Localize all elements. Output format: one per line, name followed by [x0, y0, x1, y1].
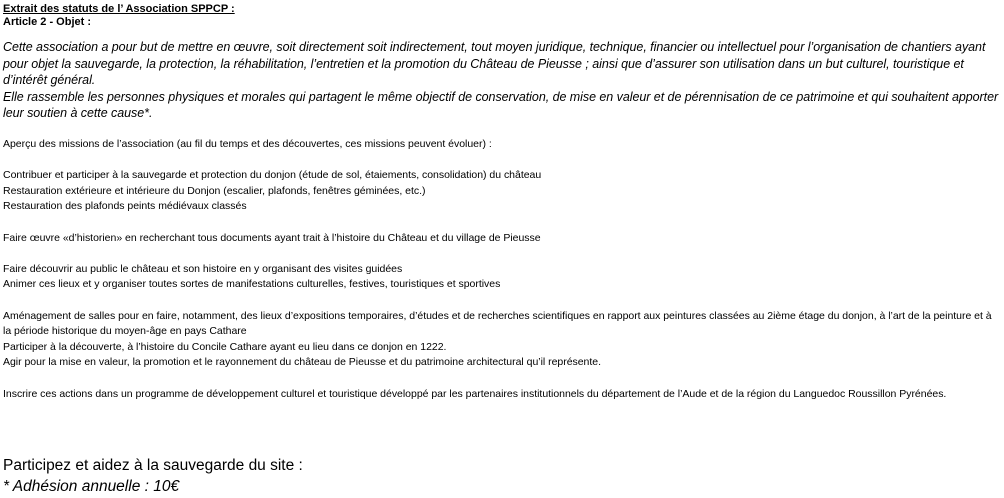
spacer [3, 293, 999, 309]
spacer [3, 215, 999, 231]
spacer [3, 371, 999, 387]
mission-line: Agir pour la mise en valeur, la promotion et le rayonnement du château de Pieusse et du patrimoine architectural qu’il représente. [3, 356, 601, 369]
document-page [3, 3, 999, 402]
spacer [3, 246, 999, 262]
mission-line: Faire découvrir au public le château et son histoire en y organisant des visites guidées [3, 262, 403, 275]
document-title: Extrait des statuts de l’ Association SPPCP : [3, 3, 235, 15]
missions-intro: Aperçu des missions de l’association (au fil du temps et des découvertes, ces missions peuvent évoluer) : [3, 138, 492, 151]
mission-line: Restauration extérieure et intérieure du Donjon (escalier, plafonds, fenêtres géminées, etc.) [3, 184, 426, 197]
mission-line: Aménagement de salles pour en faire, notamment, des lieux d’expositions temporaires, d’études et de recherches scientifiques en rapport aux peintures classées au 2ième étage du donjon, à l’art de la peinture et à la période historique du moyen-âge en pays Cathare [3, 309, 992, 338]
mission-line: Faire œuvre «d’historien» en recherchant tous documents ayant trait à l’histoire du Château et du village de Pieusse [3, 231, 541, 244]
spacer [3, 153, 999, 169]
article-heading: Article 2 - Objet : [3, 16, 92, 28]
mission-line: Restauration des plafonds peints médiévaux classés [3, 200, 247, 213]
mission-line: Contribuer et participer à la sauvegarde et protection du donjon (étude de sol, étaiements, consolidation) du château [3, 169, 542, 182]
call-to-action: Participez et aidez à la sauvegarde du site : [3, 457, 303, 474]
objet-section [3, 39, 999, 122]
membership-fee: * Adhésion annuelle : 10€ [3, 478, 180, 495]
objet-paragraph-1: Cette association a pour but de mettre en œuvre, soit directement soit indirectement, tout moyen juridique, technique, financier ou intellectuel pour l’organisation de chantiers ayant pour objet la sauvegarde, la protection, la réhabilitation, l’entretien et la promotion du Château de Pieusse ; ainsi que d’assurer son utilisation dans un but culturel, touristique et d’intérêt général. [3, 40, 986, 87]
missions-section [3, 122, 999, 403]
mission-line: Inscrire ces actions dans un programme de développement culturel et touristique développé par les partenaires institutionnels du département de l’Aude et de la région du Languedoc Roussillon Pyrénées. [3, 387, 947, 400]
objet-paragraph-2: Elle rassemble les personnes physiques et morales qui partagent le même objectif de conservation, de mise en valeur et de pérennisation de ce patrimoine et qui souhaitent apporter leur soutien à cette cause*. [3, 89, 999, 120]
mission-line: Animer ces lieux et y organiser toutes sortes de manifestations culturelles, festives, touristiques et sportives [3, 278, 501, 291]
mission-line: Participer à la découverte, à l’histoire du Concile Cathare ayant eu lieu dans ce donjon en 1222. [3, 340, 447, 353]
spacer [3, 122, 999, 138]
